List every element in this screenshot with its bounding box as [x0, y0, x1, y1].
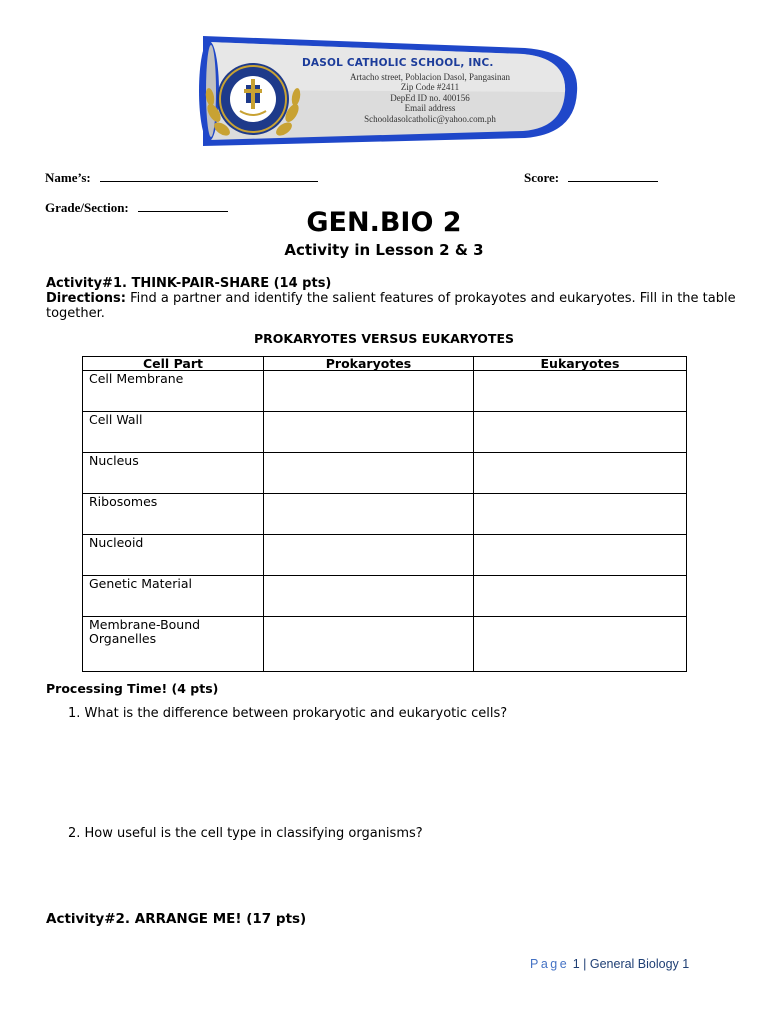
table-header-row	[83, 357, 687, 371]
score-blank-line[interactable]	[568, 169, 658, 182]
table-row	[83, 371, 687, 412]
eukaryotes-answer-cell[interactable]	[474, 453, 687, 494]
footer-page-word: Page	[530, 957, 570, 971]
name-field-row	[45, 167, 318, 186]
document-title: GEN.BIO 2	[306, 207, 462, 238]
eukaryotes-answer-cell[interactable]	[474, 617, 687, 672]
score-field-row	[524, 167, 658, 186]
document-subtitle: Activity in Lesson 2 & 3	[284, 241, 484, 259]
cell-part-label: Nucleus	[83, 453, 264, 494]
processing-question: 2. How useful is the cell type in classifying organisms?	[68, 826, 423, 841]
cell-part-label: Ribosomes	[83, 494, 264, 535]
eukaryotes-answer-cell[interactable]	[474, 535, 687, 576]
table-row	[83, 617, 687, 672]
table-row	[83, 453, 687, 494]
cell-part-label: Nucleoid	[83, 535, 264, 576]
prokaryotes-answer-cell[interactable]	[264, 617, 474, 672]
processing-question: 1. What is the difference between prokaryotic and eukaryotic cells?	[68, 706, 508, 721]
directions-text: Find a partner and identify the salient features of prokayotes and eukaryotes. Fill in the table together.	[46, 291, 736, 321]
prokaryotes-answer-cell[interactable]	[264, 535, 474, 576]
eukaryotes-answer-cell[interactable]	[474, 494, 687, 535]
grade-section-label: Grade/Section:	[45, 200, 129, 215]
school-address	[312, 72, 548, 124]
table-row	[83, 535, 687, 576]
school-name: DASOL CATHOLIC SCHOOL, INC.	[302, 57, 494, 69]
table-row	[83, 576, 687, 617]
activity1-directions	[46, 291, 736, 321]
eukaryotes-answer-cell[interactable]	[474, 576, 687, 617]
footer-separator: |	[583, 957, 587, 971]
column-header: Cell Part	[83, 357, 264, 371]
eukaryotes-answer-cell[interactable]	[474, 371, 687, 412]
column-header: Prokaryotes	[264, 357, 474, 371]
table-caption: PROKARYOTES VERSUS EUKARYOTES	[253, 331, 514, 346]
address-line: Zip Code #2411	[400, 82, 460, 93]
column-header: Eukaryotes	[474, 357, 687, 371]
address-line: Artacho street, Poblacion Dasol, Pangasinan	[350, 72, 510, 82]
table-row	[83, 412, 687, 453]
table-row	[83, 494, 687, 535]
score-label: Score:	[524, 170, 560, 185]
address-line: Schooldasolcatholic@yahoo.com.ph	[364, 113, 496, 124]
prokaryote-eukaryote-table	[82, 356, 687, 672]
prokaryotes-answer-cell[interactable]	[264, 371, 474, 412]
directions-label: Directions:	[46, 291, 126, 306]
cell-part-label: Cell Wall	[83, 412, 264, 453]
school-seal-logo	[200, 55, 306, 145]
prokaryotes-answer-cell[interactable]	[264, 494, 474, 535]
cell-part-label: Membrane-Bound Organelles	[83, 617, 264, 672]
activity1-heading: Activity#1. THINK-PAIR-SHARE (14 pts)	[46, 276, 332, 291]
address-line: Email address	[404, 103, 456, 114]
footer-page-number: 1	[572, 957, 580, 971]
page-footer	[530, 957, 689, 971]
cell-part-label: Cell Membrane	[83, 371, 264, 412]
prokaryotes-answer-cell[interactable]	[264, 412, 474, 453]
name-label: Name’s:	[45, 170, 91, 185]
address-line: DepEd ID no. 400156	[390, 92, 470, 103]
prokaryotes-answer-cell[interactable]	[264, 576, 474, 617]
name-blank-line[interactable]	[100, 169, 318, 182]
eukaryotes-answer-cell[interactable]	[474, 412, 687, 453]
footer-doc-title: General Biology 1	[589, 957, 690, 971]
activity2-heading: Activity#2. ARRANGE ME! (17 pts)	[46, 911, 307, 927]
cell-part-label: Genetic Material	[83, 576, 264, 617]
processing-heading: Processing Time! (4 pts)	[46, 681, 219, 696]
prokaryotes-answer-cell[interactable]	[264, 453, 474, 494]
